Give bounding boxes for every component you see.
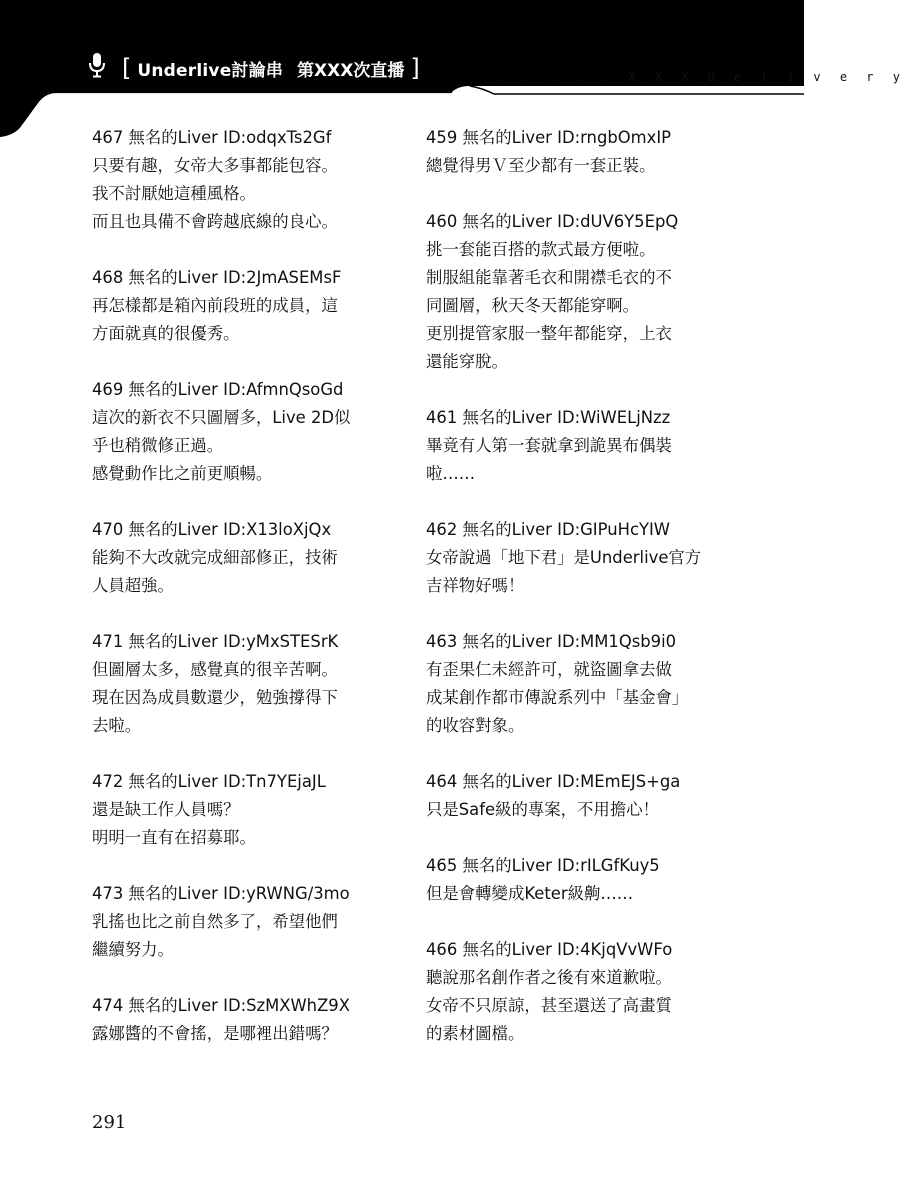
post-header: [92, 880, 392, 908]
post-text-line: 有歪果仁未經許可，就盜圖拿去做: [426, 660, 672, 679]
post-header: [426, 516, 726, 544]
post-text-line: 更別提管家服一整年都能穿，上衣: [426, 324, 672, 343]
post-header: [426, 208, 726, 236]
page-header: [0, 0, 906, 140]
header-title-bar: [88, 52, 426, 84]
post-header: [426, 124, 726, 152]
page-number: 291: [92, 1112, 127, 1133]
post-author: 無名的Liver: [128, 632, 218, 651]
post-number: 474: [92, 996, 124, 1015]
forum-post: [92, 124, 392, 236]
post-id: ID:rngbOmxIP: [557, 128, 672, 147]
post-text-line: 去啦。: [92, 716, 142, 735]
post-number: 471: [92, 632, 124, 651]
post-text-line: 還能穿脫。: [426, 352, 508, 371]
post-id: ID:GIPuHcYIW: [557, 520, 671, 539]
post-text-line: 我不討厭她這種風格。: [92, 184, 256, 203]
post-text-line: 的素材圖檔。: [426, 1024, 525, 1043]
post-id: ID:rILGfKuy5: [557, 856, 660, 875]
post-author: 無名的Liver: [128, 996, 218, 1015]
post-number: 466: [426, 940, 458, 959]
post-header: [92, 516, 392, 544]
post-text-line: 而且也具備不會跨越底線的良心。: [92, 212, 338, 231]
post-author: 無名的Liver: [128, 380, 218, 399]
post-header: [426, 852, 726, 880]
post-author: 無名的Liver: [462, 856, 552, 875]
forum-post: [426, 404, 726, 488]
post-text-line: 再怎樣都是箱內前段班的成員，這: [92, 296, 338, 315]
forum-post: [92, 516, 392, 600]
forum-post: [426, 852, 726, 908]
post-number: 465: [426, 856, 458, 875]
post-text-line: 但是會轉變成Keter級齁……: [426, 884, 634, 903]
post-text-line: 現在因為成員數還少，勉強撐得下: [92, 688, 338, 707]
post-author: 無名的Liver: [128, 772, 218, 791]
post-text-line: 繼續努力。: [92, 940, 174, 959]
post-number: 461: [426, 408, 458, 427]
post-id: ID:4KjqVvWFo: [557, 940, 673, 959]
post-text-line: 只要有趣，女帝大多事都能包容。: [92, 156, 338, 175]
post-id: ID:yMxSTESrK: [223, 632, 339, 651]
post-text-line: 露娜醬的不會搖，是哪裡出錯嗎？: [92, 1024, 338, 1043]
post-text-line: 畢竟有人第一套就拿到詭異布偶裝: [426, 436, 672, 455]
post-author: 無名的Liver: [462, 940, 552, 959]
post-text-line: 乳搖也比之前自然多了，希望他們: [92, 912, 338, 931]
post-text-line: 明明一直有在招募耶。: [92, 828, 256, 847]
episode-title: 第XXX次直播: [297, 60, 405, 81]
forum-post: [426, 208, 726, 376]
forum-post: [92, 376, 392, 488]
post-text-line: 乎也稍微修正過。: [92, 436, 224, 455]
post-header: [92, 768, 392, 796]
post-header: [426, 936, 726, 964]
left-column: [92, 124, 392, 1076]
post-text-line: 總覺得男Ｖ至少都有一套正裝。: [426, 156, 656, 175]
post-number: 467: [92, 128, 124, 147]
post-author: 無名的Liver: [462, 408, 552, 427]
post-number: 469: [92, 380, 124, 399]
post-text-line: 方面就真的很優秀。: [92, 324, 240, 343]
post-id: ID:AfmnQsoGd: [223, 380, 344, 399]
post-text-line: 啦……: [426, 464, 476, 483]
post-id: ID:X13loXjQx: [223, 520, 332, 539]
close-bracket: ]: [410, 54, 420, 82]
post-id: ID:Tn7YEjaJL: [223, 772, 326, 791]
post-id: ID:MEmEJS+ga: [557, 772, 681, 791]
post-author: 無名的Liver: [462, 632, 552, 651]
post-number: 463: [426, 632, 458, 651]
post-author: 無名的Liver: [128, 520, 218, 539]
post-id: ID:dUV6Y5EpQ: [557, 212, 679, 231]
post-author: 無名的Liver: [462, 128, 552, 147]
post-text-line: 聽說那名創作者之後有來道歉啦。: [426, 968, 672, 987]
forum-post: [92, 992, 392, 1048]
post-header: [426, 628, 726, 656]
post-header: [426, 768, 726, 796]
post-author: 無名的Liver: [462, 772, 552, 791]
post-text-line: 制服組能靠著毛衣和開襟毛衣的不: [426, 268, 672, 287]
thread-title: Underlive討論串: [137, 60, 284, 81]
post-text-line: 還是缺工作人員嗎？: [92, 800, 240, 819]
post-id: ID:2JmASEMsF: [223, 268, 342, 287]
forum-post: [92, 768, 392, 852]
post-text-line: 女帝說過「地下君」是Underlive官方: [426, 548, 702, 567]
post-header: [92, 124, 392, 152]
post-number: 459: [426, 128, 458, 147]
post-text-line: 成某創作都市傳說系列中「基金會」: [426, 688, 689, 707]
post-header: [426, 404, 726, 432]
post-text-line: 女帝不只原諒，甚至還送了高畫質: [426, 996, 672, 1015]
post-id: ID:yRWNG/3mo: [223, 884, 350, 903]
post-text-line: 的收容對象。: [426, 716, 525, 735]
post-number: 468: [92, 268, 124, 287]
forum-post: [92, 880, 392, 964]
post-text-line: 但圖層太多，感覺真的很辛苦啊。: [92, 660, 338, 679]
post-text-line: 挑一套能百搭的款式最方便啦。: [426, 240, 656, 259]
open-bracket: [: [122, 54, 132, 82]
forum-post: [426, 516, 726, 600]
post-number: 464: [426, 772, 458, 791]
delivery-subtitle: . . . . . X X X d e l i v e r y: [496, 70, 906, 84]
post-number: 460: [426, 212, 458, 231]
forum-post: [426, 124, 726, 180]
post-id: ID:SzMXWhZ9X: [223, 996, 350, 1015]
post-header: [92, 376, 392, 404]
post-author: 無名的Liver: [128, 884, 218, 903]
post-id: ID:WiWELjNzz: [557, 408, 671, 427]
microphone-icon: [88, 55, 106, 81]
post-text-line: 能夠不大改就完成細部修正，技術: [92, 548, 338, 567]
post-author: 無名的Liver: [462, 520, 552, 539]
post-number: 462: [426, 520, 458, 539]
forum-post: [92, 264, 392, 348]
post-author: 無名的Liver: [128, 268, 218, 287]
post-number: 473: [92, 884, 124, 903]
post-header: [92, 264, 392, 292]
post-text-line: 吉祥物好嗎！: [426, 576, 525, 595]
post-id: ID:MM1Qsb9i0: [557, 632, 677, 651]
post-text-line: 只是Safe級的專案，不用擔心！: [426, 800, 659, 819]
forum-post: [426, 628, 726, 740]
forum-post: [92, 628, 392, 740]
right-column: [426, 124, 726, 1076]
post-header: [92, 992, 392, 1020]
post-number: 472: [92, 772, 124, 791]
post-author: 無名的Liver: [462, 212, 552, 231]
post-text-line: 這次的新衣不只圖層多，Live 2D似: [92, 408, 351, 427]
post-number: 470: [92, 520, 124, 539]
post-id: ID:odqxTs2Gf: [223, 128, 332, 147]
post-header: [92, 628, 392, 656]
post-text-line: 同圖層，秋天冬天都能穿啊。: [426, 296, 640, 315]
post-text-line: 人員超強。: [92, 576, 174, 595]
post-text-line: 感覺動作比之前更順暢。: [92, 464, 273, 483]
forum-post: [426, 768, 726, 824]
post-author: 無名的Liver: [128, 128, 218, 147]
forum-post: [426, 936, 726, 1048]
